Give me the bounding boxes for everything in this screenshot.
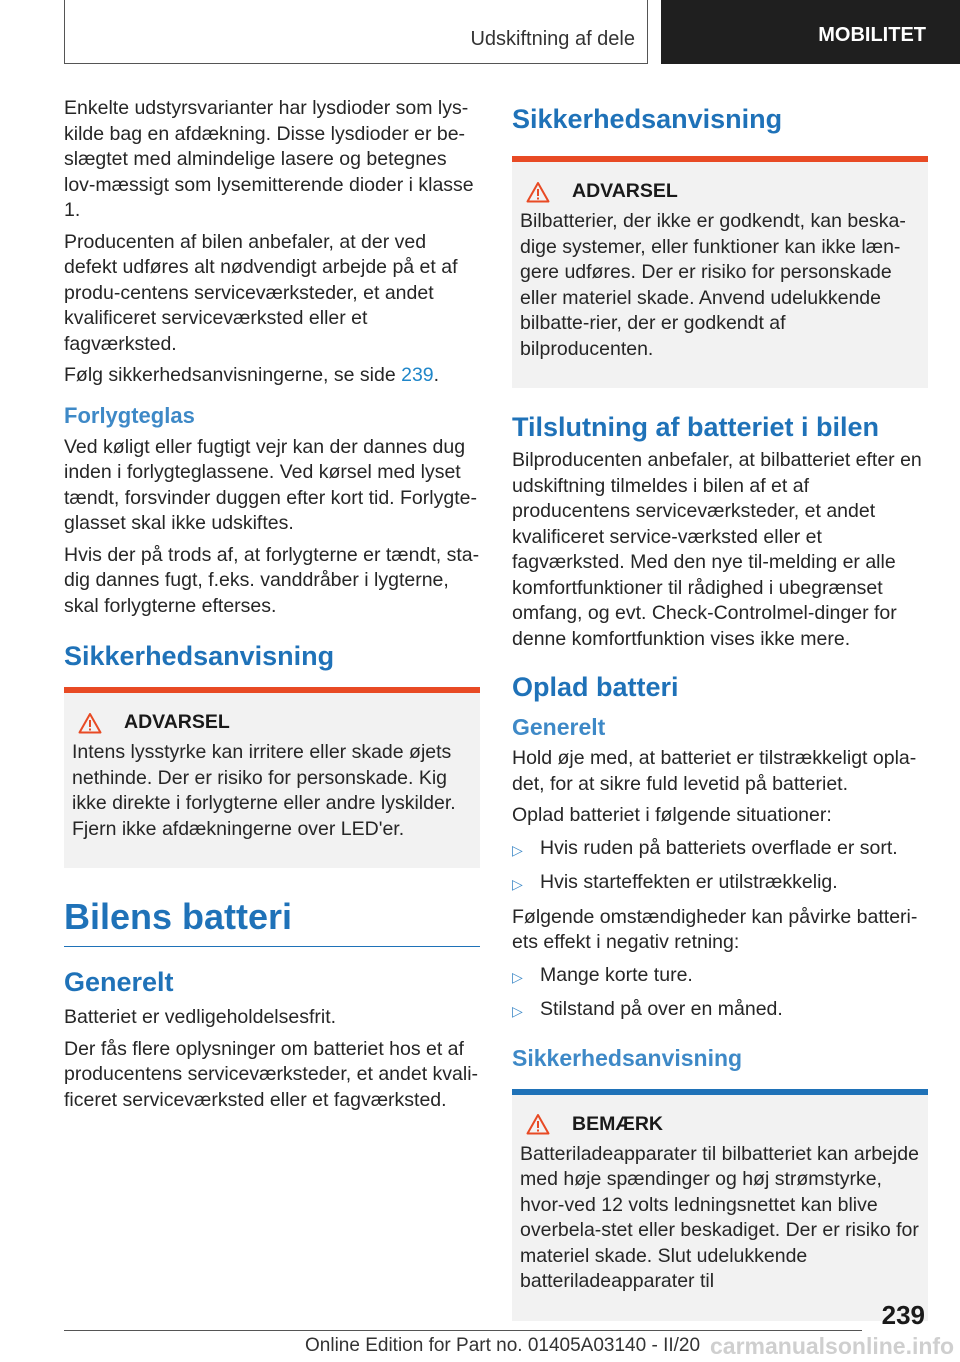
heading-forlygteglas: Forlygteglas xyxy=(64,402,195,428)
paragraph: Enkelte udstyrsvarianter har lysdioder som lys-kilde bag en afdækning. Disse lysdioder er be-slægtet med almindelige lasere og betegnes lov-mæssigt som lysemitterende dioder i klasse 1. xyxy=(64,97,474,221)
warning-icon xyxy=(526,181,550,203)
warning-text: Intens lysstyrke kan irritere eller skade øjets nethinde. Der er risiko for personskade. Kig ikke direkte i forlygterne eller andre lyskilder. Fjern ikke afdækningerne over LED'er. xyxy=(72,741,456,840)
warning-label: ADVARSEL xyxy=(124,711,230,733)
paragraph: Producenten af bilen anbefaler, at der ved defekt udføres alt nødvendigt arbejde på et af produ-centens serviceværksteder, et andet kvalificeret serviceværksted eller et fagværksted. xyxy=(64,230,458,355)
heading-sikkerhed: Sikkerhedsanvisning xyxy=(512,1044,743,1071)
warning-title xyxy=(78,711,474,734)
notice-box xyxy=(512,1089,928,1321)
warning-title xyxy=(526,180,922,203)
paragraph xyxy=(64,363,480,389)
warning-text: Bilbatterier, der ikke er godkendt, kan beska-dige systemer, eller funktioner kan ikke læn-gere udføres. Der er risiko for personskade eller materiel skade. Anvend udelukkende bilbatte-rier, der er godkendt af bilproducenten. xyxy=(520,210,906,360)
paragraph: Bilproducenten anbefaler, at bilbatteriet efter en udskiftning tilmeldes i bilen af et af producentens serviceværksteder, et andet kvalificeret service-værksted eller et fagværksted. Med den nye til-melding er alle komfortfunktioner til rådighed i ubegrænset omfang, og evt. Check-Controlmel-dinger for denne komfortfunktion vises ikke mere. xyxy=(512,449,922,650)
paragraph: Batteriet er vedligeholdelsesfrit. xyxy=(64,1006,337,1028)
paragraph: Hvis der på trods af, at forlygterne er tændt, sta-dig dannes fugt, f.eks. vanddråber i lygterne, skal forlygterne efterses. xyxy=(64,543,480,617)
right-column xyxy=(512,96,928,1343)
list-item-text: Hvis ruden på batteriets overflade er sort. xyxy=(540,836,898,859)
triangle-bullet-icon: ▷ xyxy=(512,968,523,985)
list-item xyxy=(512,870,928,898)
heading-oplad-batteri: Oplad batteri xyxy=(512,672,679,702)
heading-bilens-batteri: Bilens batteri xyxy=(64,896,480,947)
left-column xyxy=(64,96,480,1119)
warning-icon xyxy=(526,1113,550,1135)
paragraph: Ved køligt eller fugtigt vejr kan der dannes dug inden i forlygteglassene. Ved kørsel med lyset tændt, forsvinder duggen efter kort tid. Forlygte-glasset skal ikke udskiftes. xyxy=(64,435,477,534)
bullet-list xyxy=(512,836,928,898)
footer-divider xyxy=(64,1330,862,1331)
notice-title xyxy=(526,1113,922,1136)
edition-text: Online Edition for Part no. 01405A03140 - II/20 xyxy=(305,1335,701,1356)
heading-sikkerhed: Sikkerhedsanvisning xyxy=(64,641,335,671)
notice-text: Batteriladeapparater til bilbatteriet kan arbejde med høje spændinger og høj strømstyrke, hvor-ved 12 volts ledningsnettet kan blive overbela-stet eller beskadiget. Der er risiko for materiel skade. Slut udelukkende batteriladeapparater til xyxy=(520,1142,919,1292)
page-number: 239 xyxy=(881,1300,925,1330)
warning-icon xyxy=(78,712,102,734)
paragraph: Hold øje med, at batteriet er tilstrækkeligt opla-det, for at sikre fuld levetid på batteriet. xyxy=(512,747,917,795)
paragraph: Oplad batteriet i følgende situationer: xyxy=(512,804,832,826)
warning-box xyxy=(512,156,928,388)
bullet-list xyxy=(512,963,928,1025)
paragraph-text: . xyxy=(433,364,440,386)
heading-generelt: Generelt xyxy=(64,967,174,997)
heading-tilslutning: Tilslutning af batteriet i bilen xyxy=(512,412,880,442)
list-item xyxy=(512,836,928,864)
paragraph-text: Følg sikkerhedsanvisningerne, se side xyxy=(64,364,402,386)
list-item xyxy=(512,963,928,991)
heading-generelt: Generelt xyxy=(512,714,606,740)
chapter-tab xyxy=(661,0,960,64)
heading-sikkerhed: Sikkerhedsanvisning xyxy=(512,104,783,134)
list-item-text: Hvis starteffekten er utilstrækkelig. xyxy=(540,871,838,893)
watermark: carmanualsonline.info xyxy=(710,1333,955,1359)
list-item-text: Mange korte ture. xyxy=(540,963,693,986)
section-title: Udskiftning af dele xyxy=(470,28,635,50)
list-item-text: Stilstand på over en måned. xyxy=(540,998,783,1020)
paragraph: Følgende omstændigheder kan påvirke batteri-ets effekt i negativ retning: xyxy=(512,905,918,953)
list-item xyxy=(512,997,928,1025)
triangle-bullet-icon: ▷ xyxy=(512,841,523,858)
notice-label: BEMÆRK xyxy=(572,1112,663,1135)
warning-box xyxy=(64,687,480,868)
page-link[interactable]: 239 xyxy=(401,364,434,386)
paragraph: Der fås flere oplysninger om batteriet hos et af producentens serviceværksteder, et andet kvali-ficeret serviceværksted eller et fagværksted. xyxy=(64,1037,479,1111)
triangle-bullet-icon: ▷ xyxy=(512,876,523,892)
warning-label: ADVARSEL xyxy=(572,180,678,202)
triangle-bullet-icon: ▷ xyxy=(512,1003,523,1019)
chapter-tab-label: MOBILITET xyxy=(818,23,926,46)
